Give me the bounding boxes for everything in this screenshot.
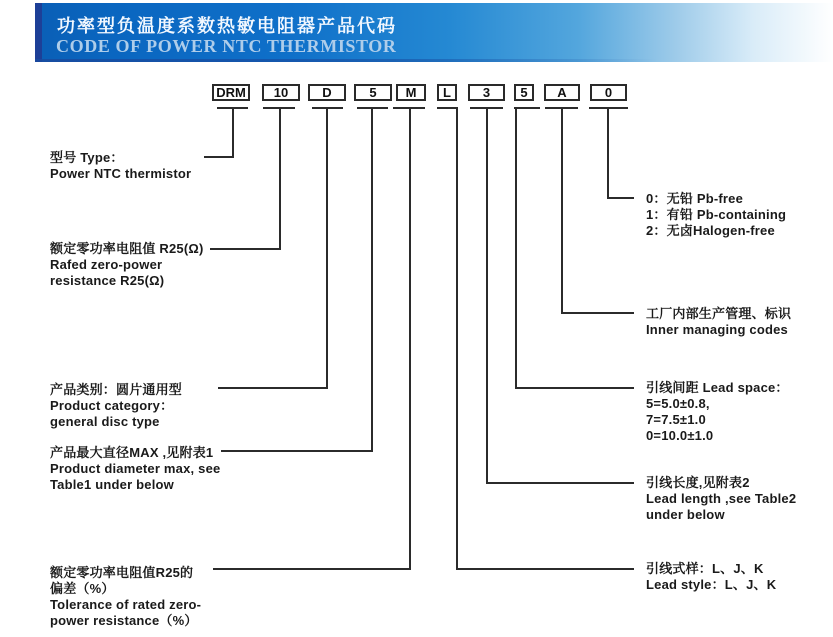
header-bottom-edge bbox=[35, 59, 833, 62]
connector-vline-inner-code bbox=[561, 107, 563, 314]
label-pb-free bbox=[646, 191, 786, 239]
code-box-tolerance: M bbox=[396, 84, 426, 101]
connector-vline-category bbox=[326, 107, 328, 389]
connector-elbow-lead-length bbox=[486, 482, 634, 484]
page-title-english: CODE OF POWER NTC THERMISTOR bbox=[56, 36, 397, 56]
connector-vline-type bbox=[232, 107, 234, 158]
label-product-category bbox=[50, 382, 182, 430]
label-line: Product category： bbox=[50, 398, 174, 413]
label-line: 工厂内部生产管理、标识 bbox=[646, 306, 792, 321]
crossbar-lead-style bbox=[437, 107, 458, 109]
connector-elbow-lead-space bbox=[515, 387, 634, 389]
code-box-lead-space: 5 bbox=[514, 84, 534, 101]
connector-vline-lead-space bbox=[515, 107, 517, 389]
label-line: Tolerance of rated zero- bbox=[50, 597, 202, 612]
section-header-banner bbox=[35, 3, 833, 62]
connector-elbow-inner-code bbox=[561, 312, 634, 314]
connector-vline-tolerance bbox=[409, 107, 411, 570]
label-line: 5=5.0±0.8, bbox=[646, 396, 710, 411]
connector-elbow-tolerance bbox=[213, 568, 411, 570]
label-line: 产品类别：圆片通用型 bbox=[50, 382, 183, 397]
code-box-lead-style: L bbox=[437, 84, 457, 101]
connector-elbow-category bbox=[218, 387, 328, 389]
label-lead-space bbox=[646, 380, 789, 444]
label-lead-length bbox=[646, 475, 796, 523]
connector-vline-lead-style bbox=[456, 107, 458, 570]
label-line: Table1 under below bbox=[50, 477, 174, 492]
label-line: Power NTC thermistor bbox=[50, 166, 192, 181]
code-box-inner-code: A bbox=[544, 84, 580, 101]
connector-elbow-pb-free bbox=[607, 197, 634, 199]
label-tolerance bbox=[50, 565, 201, 629]
label-line: 0=10.0±1.0 bbox=[646, 428, 714, 443]
header-left-stripe bbox=[35, 3, 42, 62]
label-rated-resistance bbox=[50, 241, 204, 289]
label-line: power resistance（%） bbox=[50, 613, 198, 628]
crossbar-lead-space bbox=[514, 107, 540, 109]
label-line: 7=7.5±1.0 bbox=[646, 412, 706, 427]
code-box-lead-length: 3 bbox=[468, 84, 505, 101]
connector-elbow-diameter bbox=[221, 450, 373, 452]
connector-elbow-type bbox=[204, 156, 234, 158]
label-line: 引线式样：L、J、K bbox=[646, 561, 764, 576]
connector-vline-lead-length bbox=[486, 107, 488, 484]
label-line: 引线间距 Lead space： bbox=[646, 380, 789, 395]
label-line: 引线长度,见附表2 bbox=[646, 475, 750, 490]
label-line: 2：无卤Halogen-free bbox=[646, 223, 775, 238]
connector-elbow-lead-style bbox=[456, 568, 634, 570]
label-line: 产品最大直径MAX ,见附表1 bbox=[50, 445, 214, 460]
code-box-pb-free: 0 bbox=[590, 84, 627, 101]
label-line: 偏差（%） bbox=[50, 581, 115, 596]
label-inner-managing-codes bbox=[646, 306, 791, 338]
label-product-diameter bbox=[50, 445, 220, 493]
label-line: 额定零功率电阻值 R25(Ω) bbox=[50, 241, 204, 256]
label-line: 型号 Type： bbox=[50, 150, 124, 165]
page-title-chinese: 功率型负温度系数热敏电阻器产品代码 bbox=[57, 16, 397, 36]
code-box-category: D bbox=[308, 84, 346, 101]
connector-vline-diameter bbox=[371, 107, 373, 452]
label-lead-style bbox=[646, 561, 776, 593]
code-box-resistance: 10 bbox=[262, 84, 300, 101]
label-line: general disc type bbox=[50, 414, 160, 429]
label-line: Lead length ,see Table2 bbox=[646, 491, 797, 506]
connector-vline-pb-free bbox=[607, 107, 609, 199]
label-line: under below bbox=[646, 507, 725, 522]
connector-elbow-resistance bbox=[210, 248, 281, 250]
label-line: resistance R25(Ω) bbox=[50, 273, 165, 288]
label-line: Inner managing codes bbox=[646, 322, 788, 337]
label-line: Rafed zero-power bbox=[50, 257, 163, 272]
label-line: 额定零功率电阻值R25的 bbox=[50, 565, 194, 580]
label-line: Lead style：L、J、K bbox=[646, 577, 777, 592]
label-line: 1：有铅 Pb-containing bbox=[646, 207, 787, 222]
label-line: 0：无铅 Pb-free bbox=[646, 191, 744, 206]
label-type bbox=[50, 150, 191, 182]
code-box-diameter: 5 bbox=[354, 84, 392, 101]
code-box-type: DRM bbox=[212, 84, 250, 101]
connector-vline-resistance bbox=[279, 107, 281, 250]
label-line: Product diameter max, see bbox=[50, 461, 221, 476]
